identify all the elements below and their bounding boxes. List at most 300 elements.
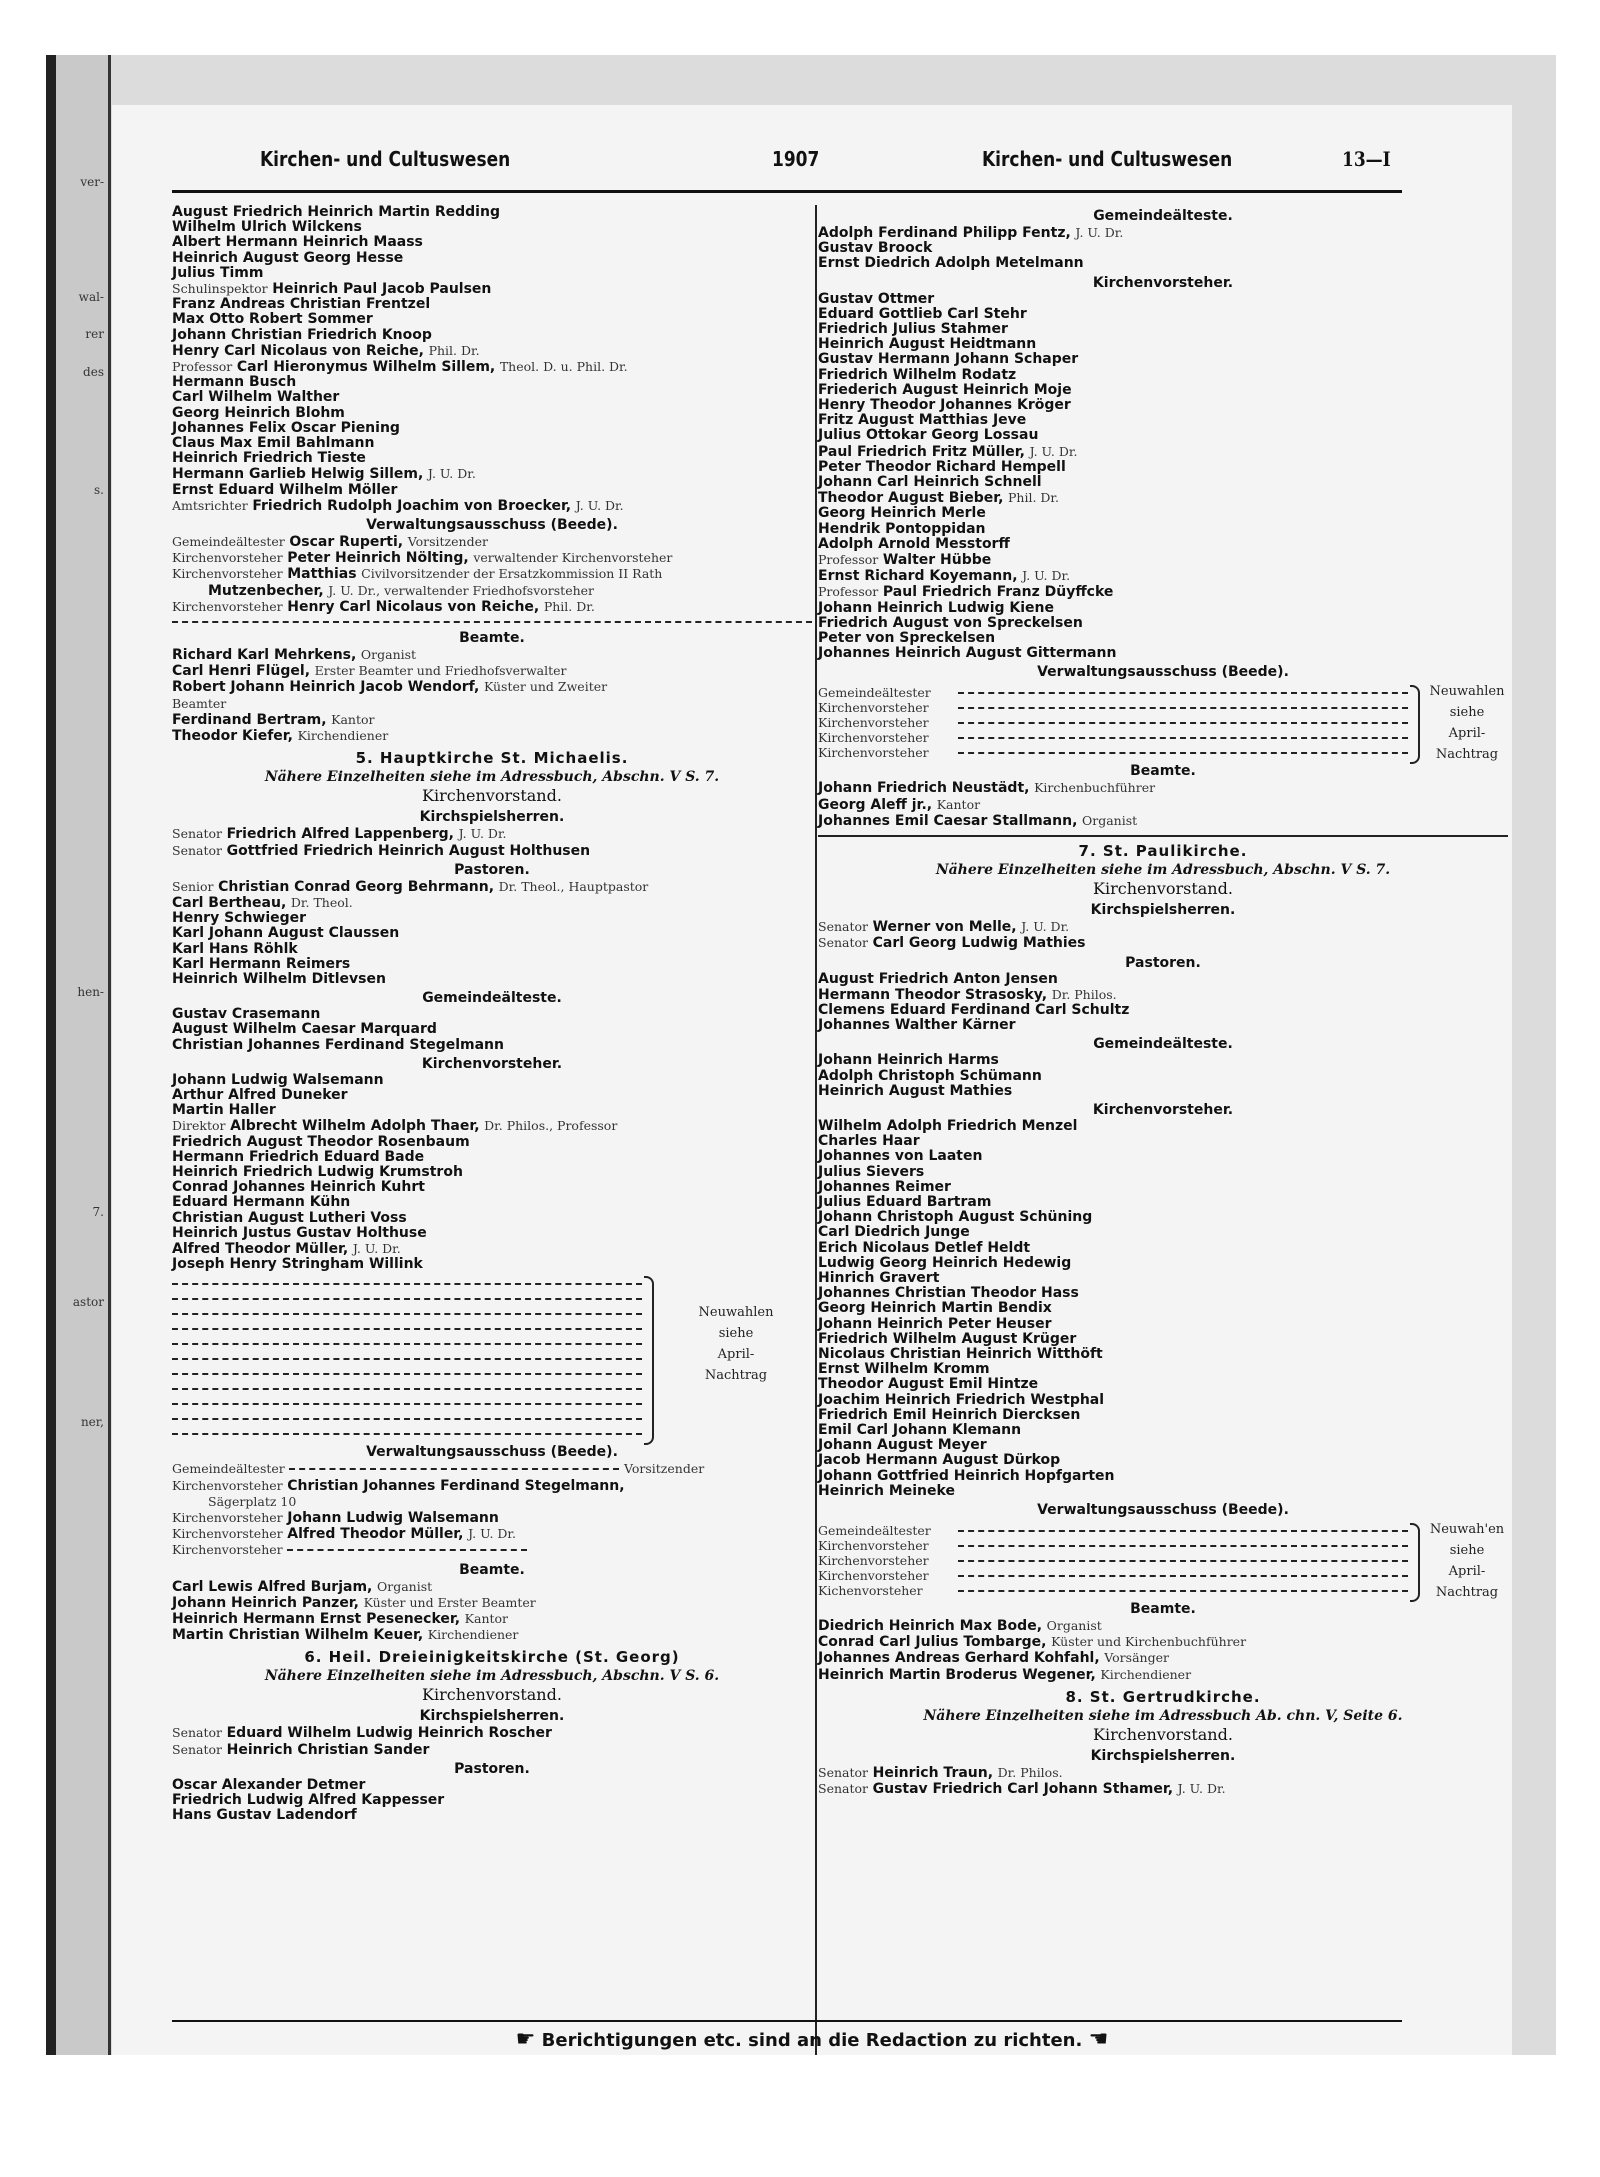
entry-line <box>818 1301 1508 1316</box>
vacancy-dash <box>958 752 1408 754</box>
pointing-hand-right-icon: ☛ <box>515 2027 536 2052</box>
entry-line <box>818 584 1508 600</box>
entry-name: Mutzenbecher, <box>208 582 324 599</box>
vacancy-block <box>818 1523 1508 1598</box>
entry-line <box>172 1135 812 1150</box>
church-title: 5. Hauptkirche St. Michaelis. <box>355 749 629 768</box>
note-line: April- <box>1448 1564 1486 1579</box>
entry-line <box>818 601 1508 616</box>
bracket <box>644 1276 654 1445</box>
entry-name: Johann Heinrich Ludwig Kiene <box>818 599 1055 616</box>
church-title: 6. Heil. Dreieinigkeitskirche (St. Georg) <box>304 1648 680 1667</box>
entry-name: Julius Eduard Bartram <box>818 1193 992 1210</box>
entry-name: Friedrich Ludwig Alfred Kappesser <box>172 1792 445 1809</box>
entry-name: Johannes Reimer <box>818 1178 951 1195</box>
entry-line <box>818 413 1508 428</box>
vacancy-dash <box>958 1545 1408 1547</box>
entry-line <box>172 1211 812 1226</box>
entry-line <box>172 451 812 466</box>
entry-title: Kirchenvorsteher <box>172 1477 283 1493</box>
entry-name: Johann Heinrich Panzer, <box>172 1594 359 1611</box>
entry-line <box>172 879 812 895</box>
directory-page <box>112 105 1512 2055</box>
entry-line <box>818 1084 1508 1099</box>
entry-name: Johann August Meyer <box>818 1437 987 1454</box>
entry-title: Professor <box>818 584 879 600</box>
entry-name: Hermann Friedrich Eduard Bade <box>172 1148 425 1165</box>
entry-title: Kirchenvorsteher <box>172 1509 283 1525</box>
entry-name: Heinrich Friedrich Ludwig Krumstroh <box>172 1163 463 1180</box>
entry-line <box>172 1150 812 1165</box>
entry-name: Alfred Theodor Müller, <box>172 1240 349 1257</box>
entry-suffix: J. U. Dr. <box>1029 443 1078 459</box>
entry-line <box>818 1271 1508 1286</box>
entry-name: August Friedrich Anton Jensen <box>818 970 1058 987</box>
entry-line <box>172 235 812 250</box>
entry-line <box>818 522 1508 537</box>
entry-line <box>818 475 1508 490</box>
entry-suffix: Vorsitzender <box>623 1461 705 1477</box>
entry-line <box>818 368 1508 383</box>
entry-name: Friedrich August von Spreckelsen <box>818 614 1083 631</box>
note-line: April- <box>717 1347 755 1363</box>
entry-line <box>818 1765 1508 1781</box>
vacant-dash <box>287 1549 527 1551</box>
entry-line <box>172 957 812 972</box>
entry-line <box>172 1478 812 1494</box>
entry-name: Conrad Johannes Heinrich Kuhrt <box>172 1179 425 1196</box>
bracket <box>1410 685 1420 764</box>
note-line: Nachtrag <box>1435 1585 1499 1600</box>
entry-name: Ernst Diedrich Adolph Metelmann <box>818 255 1084 272</box>
entry-title: Senator <box>172 1741 222 1757</box>
note-line: siehe <box>1449 705 1485 721</box>
entry-name: Johann Ludwig Walsemann <box>172 1071 384 1088</box>
entry-line <box>172 1595 812 1611</box>
entry-line <box>818 1180 1508 1195</box>
right-column <box>818 205 1508 1797</box>
entry-title: Direktor <box>172 1118 226 1134</box>
entry-suffix: Sägerplatz 10 <box>208 1493 297 1509</box>
section-heading: Kirchenvorsteher. <box>1092 1101 1234 1118</box>
entry-name: Richard Karl Mehrkens, <box>172 647 357 664</box>
entry-line <box>818 1225 1508 1240</box>
section-heading: Kirchspielsherren. <box>1090 1747 1236 1764</box>
entry-name: Eduard Wilhelm Ludwig Heinrich Roscher <box>226 1725 552 1742</box>
entry-suffix: Küster und Zweiter <box>483 679 608 695</box>
note-line: siehe <box>1449 1543 1485 1558</box>
entry-suffix: J. U. Dr., verwaltender Friedhofsvorsteher <box>328 582 595 598</box>
entry-name: Heinrich Paul Jacob Paulsen <box>272 281 492 298</box>
dashed-separator <box>172 621 812 623</box>
note-line: siehe <box>718 1326 754 1342</box>
entry-name: Johann Heinrich Harms <box>818 1052 999 1069</box>
vacancy-dash <box>958 1575 1408 1577</box>
vacancy-label: Kirchenvorsteher <box>818 745 929 761</box>
entry-name: Gottfried Friedrich Heinrich August Holthusen <box>226 842 591 859</box>
entry-line <box>172 466 812 482</box>
vacancy-dash <box>172 1403 642 1405</box>
page-header <box>112 147 1512 187</box>
entry-suffix: Vorsänger <box>1104 1650 1169 1666</box>
entry-line <box>172 421 812 436</box>
entry-line <box>172 281 812 297</box>
entry-suffix: Kirchendiener <box>297 728 389 744</box>
section-heading: Kirchspielsherren. <box>419 1708 565 1725</box>
entry-name: Heinrich Meineke <box>818 1482 955 1499</box>
entry-name: Johann Gottfried Heinrich Hopfgarten <box>818 1467 1115 1484</box>
section-heading: Kirchspielsherren. <box>1090 902 1236 919</box>
entry-name: Erich Nicolaus Detlef Heldt <box>818 1239 1031 1256</box>
vacancy-dash <box>172 1388 642 1390</box>
entry-line <box>818 568 1508 584</box>
entry-name: Nicolaus Christian Heinrich Witthöft <box>818 1345 1103 1362</box>
entry-line <box>818 987 1508 1003</box>
entry-name: Karl Johann August Claussen <box>172 925 400 942</box>
entry-name: Adolph Ferdinand Philipp Fentz, <box>818 225 1071 241</box>
entry-name: Wilhelm Adolph Friedrich Menzel <box>818 1117 1078 1134</box>
entry-line <box>818 490 1508 506</box>
entry-line <box>818 398 1508 413</box>
entry-line <box>172 1579 812 1595</box>
entry-suffix: Organist <box>1046 1618 1102 1633</box>
entry-name: Carl Hieronymus Wilhelm Sillem, <box>236 359 496 376</box>
entry-title: Kirchenvorsteher <box>172 1526 283 1542</box>
entry-name: Friedrich Wilhelm Rodatz <box>818 366 1017 383</box>
entry-name: Alfred Theodor Müller, <box>287 1526 464 1543</box>
entry-line <box>172 1461 812 1477</box>
entry-line <box>172 583 812 599</box>
entry-name: Friedrich Alfred Lappenberg, <box>226 826 454 843</box>
header-page-ref: 13—I <box>1342 147 1391 171</box>
entry-name: Christian Johannes Ferdinand Stegelmann <box>172 1036 504 1053</box>
section-heading: Verwaltungsausschuss (Beede). <box>366 1444 618 1461</box>
entry-line <box>172 436 812 451</box>
entry-line <box>818 813 1508 829</box>
vacancy-row <box>172 1426 812 1441</box>
section-heading: Beamte. <box>459 1561 525 1578</box>
entry-name: Peter Theodor Richard Hempell <box>818 458 1066 475</box>
section-heading: Pastoren. <box>454 1760 530 1777</box>
entry-line <box>818 460 1508 475</box>
entry-name: Georg Heinrich Martin Bendix <box>818 1300 1052 1317</box>
entry-name: Werner von Melle, <box>872 919 1017 936</box>
entry-name: Ernst Richard Koyemann, <box>818 568 1018 585</box>
entry-name: Johann Christian Friedrich Knoop <box>172 326 432 343</box>
entry-line <box>818 292 1508 307</box>
margin-fragment: des <box>83 365 104 379</box>
margin-fragment: rer <box>85 327 104 341</box>
vacancy-label: Kirchenvorsteher <box>818 730 929 746</box>
entry-line <box>172 895 812 911</box>
entry-name: Martin Haller <box>172 1102 276 1119</box>
vacancy-dash <box>172 1283 642 1285</box>
vacancy-row <box>172 1276 812 1291</box>
entry-line <box>172 1022 812 1037</box>
entry-line <box>172 1118 812 1134</box>
entry-title: Senior <box>172 878 214 894</box>
entry-line <box>172 343 812 359</box>
entry-line <box>172 647 812 663</box>
entry-title: Gemeindeältester <box>172 534 285 550</box>
entry-name: Franz Andreas Christian Frentzel <box>172 296 431 313</box>
neuwahlen-note <box>1426 681 1508 765</box>
entry-line <box>172 1103 812 1118</box>
vacancy-row <box>172 1396 812 1411</box>
entry-line <box>818 444 1508 460</box>
entry-line <box>172 1494 812 1510</box>
entry-name: Christian Johannes Ferdinand Stegelmann, <box>287 1477 625 1494</box>
entry-title: Professor <box>818 552 879 568</box>
entry-name: Heinrich Justus Gustav Holthuse <box>172 1224 427 1241</box>
entry-title: Gemeindeältester <box>172 1461 285 1477</box>
entry-line <box>818 646 1508 661</box>
entry-line <box>172 972 812 987</box>
entry-name: Paul Friedrich Fritz Müller, <box>818 443 1025 460</box>
entry-suffix: J. U. Dr. <box>427 466 476 482</box>
entry-name: Ernst Wilhelm Kromm <box>818 1361 990 1378</box>
entry-line <box>818 1484 1508 1499</box>
entry-line <box>818 1423 1508 1438</box>
entry-name: Gustav Ottmer <box>818 290 935 307</box>
neuwahlen-note <box>660 1302 812 1386</box>
entry-name: Christian Conrad Georg Behrmann, <box>218 878 495 895</box>
entry-line <box>818 1634 1508 1650</box>
entry-name: Arthur Alfred Duneker <box>172 1086 348 1103</box>
vacancy-label: Kirchenvorsteher <box>818 1553 929 1568</box>
section-heading: Gemeindeälteste. <box>1093 1036 1233 1053</box>
entry-title: Beamter <box>172 695 227 711</box>
entry-suffix: Organist <box>360 647 417 663</box>
vacancy-dash <box>172 1358 642 1360</box>
entry-line <box>818 1003 1508 1018</box>
vacancy-dash <box>172 1298 642 1300</box>
entry-name: Hermann Busch <box>172 374 297 391</box>
vacancy-dash <box>958 707 1408 709</box>
section-heading: Beamte. <box>1130 1601 1196 1617</box>
entry-line <box>172 359 812 375</box>
entry-name: Johann Friedrich Neustädt, <box>818 780 1030 797</box>
entry-line <box>818 919 1508 935</box>
entry-suffix: verwaltender Kirchenvorsteher <box>473 550 673 566</box>
entry-line <box>818 1286 1508 1301</box>
entry-line <box>172 1241 812 1257</box>
vacancy-dash <box>172 1433 642 1435</box>
entry-name: Emil Carl Johann Klemann <box>818 1421 1022 1438</box>
section-heading: Beamte. <box>1130 763 1196 780</box>
entry-name: Christian August Lutheri Voss <box>172 1209 407 1226</box>
vacancy-label: Kirchenvorsteher <box>818 1568 929 1583</box>
entry-line <box>818 1362 1508 1377</box>
header-year: 1907 <box>772 147 820 171</box>
entry-title: Kirchenvorsteher <box>172 566 283 582</box>
entry-name: Johann Carl Heinrich Schnell <box>818 474 1042 491</box>
entry-suffix: Dr. Philos., Professor <box>484 1118 618 1134</box>
section-heading: Kirchspielsherren. <box>419 809 565 826</box>
entry-line <box>172 1793 812 1808</box>
vacancy-row <box>818 1553 1508 1568</box>
entry-suffix: J. U. Dr. <box>575 497 624 513</box>
entry-line <box>172 297 812 312</box>
entry-name: Carl Henri Flügel, <box>172 663 311 680</box>
entry-name: Friedrich Rudolph Joachim von Broecker, <box>252 497 572 514</box>
entry-name: Oscar Alexander Detmer <box>172 1776 366 1793</box>
entry-name: Hinrich Gravert <box>818 1269 940 1286</box>
entry-suffix: Dr. Philos. <box>997 1764 1063 1780</box>
note-line: Neuwahlen <box>698 1305 774 1321</box>
entry-name: Johannes Felix Oscar Piening <box>172 419 400 436</box>
entry-line <box>818 1438 1508 1453</box>
entry-name: Adolph Arnold Messtorff <box>818 535 1010 552</box>
vacancy-row <box>818 1523 1508 1538</box>
entry-line <box>818 256 1508 271</box>
entry-name: Theodor Kiefer, <box>172 728 293 745</box>
previous-page-edge <box>46 55 111 2055</box>
entry-name: Joachim Heinrich Friedrich Westphal <box>818 1391 1105 1408</box>
entry-line <box>818 1667 1508 1683</box>
entry-title: Professor <box>172 359 233 375</box>
entry-title: Senator <box>172 826 222 842</box>
entry-line <box>818 1195 1508 1210</box>
vacancy-row <box>818 700 1508 715</box>
entry-line <box>818 935 1508 951</box>
entry-suffix: Civilvorsitzender der Ersatzkommission II Rath <box>361 566 663 582</box>
vacancy-dash <box>958 1560 1408 1562</box>
vacancy-row <box>818 715 1508 730</box>
entry-line <box>172 1510 812 1526</box>
margin-fragment: ner, <box>80 1415 104 1429</box>
entry-suffix: J. U. Dr. <box>1021 919 1070 935</box>
kirchenvorstand-heading: Kirchenvorstand. <box>422 1685 562 1705</box>
entry-suffix: Phil. Dr. <box>1008 490 1060 506</box>
entry-line <box>818 1069 1508 1084</box>
entry-line <box>172 406 812 421</box>
section-heading: Beamte. <box>459 630 525 647</box>
entry-name: Peter Heinrich Nölting, <box>287 550 469 567</box>
entry-name: Robert Johann Heinrich Jacob Wendorf, <box>172 679 480 696</box>
entry-name: Heinrich Martin Broderus Wegener, <box>818 1666 1096 1683</box>
entry-name: Max Otto Robert Sommer <box>172 311 373 328</box>
vacancy-dash <box>172 1373 642 1375</box>
entry-name: Joseph Henry Stringham Willink <box>172 1256 423 1273</box>
entry-name: Heinrich Friedrich Tieste <box>172 450 366 467</box>
entry-line <box>172 826 812 842</box>
entry-name: Friedrich Emil Heinrich Diercksen <box>818 1406 1081 1423</box>
header-left-title: Kirchen- und Cultuswesen <box>260 147 511 171</box>
entry-line <box>172 312 812 327</box>
entry-name: Eduard Gottlieb Carl Stehr <box>818 305 1027 322</box>
entry-suffix: Kirchenbuchführer <box>1034 780 1156 796</box>
entry-line <box>818 1781 1508 1797</box>
vacancy-block <box>818 684 1508 763</box>
entry-name: Gustav Broock <box>818 240 933 257</box>
margin-fragment: astor <box>72 1295 104 1309</box>
entry-line <box>818 1650 1508 1666</box>
entry-line <box>172 566 812 582</box>
entry-name: Johannes Walther Kärner <box>818 1017 1016 1034</box>
entry-suffix: Dr. Theol., Hauptpastor <box>498 878 649 894</box>
entry-name: Fritz August Matthias Jeve <box>818 412 1027 429</box>
entry-name: Gustav Hermann Johann Schaper <box>818 351 1079 368</box>
entry-name: Friedrich August Theodor Rosenbaum <box>172 1133 470 1150</box>
note-line: Nachtrag <box>704 1368 768 1384</box>
entry-name: Georg Heinrich Blohm <box>172 404 345 421</box>
entry-line <box>818 552 1508 568</box>
entry-name: Clemens Eduard Ferdinand Carl Schultz <box>818 1001 1130 1018</box>
address-reference: Nähere Einzelheiten siehe im Adressbuch Ab. chn. V, Seite 6. <box>923 1707 1403 1724</box>
entry-line <box>818 1165 1508 1180</box>
note-line: Neuwah'en <box>1429 1522 1505 1537</box>
vacancy-row <box>818 685 1508 700</box>
vacancy-row <box>818 1538 1508 1553</box>
left-column <box>172 205 812 1823</box>
entry-line <box>818 1149 1508 1164</box>
entry-line <box>818 797 1508 813</box>
entry-line <box>818 1317 1508 1332</box>
entry-line <box>172 1038 812 1053</box>
entry-title: Amtsrichter <box>172 497 248 513</box>
vacancy-label: Gemeindeältester <box>818 1523 931 1538</box>
entry-name: Henry Carl Nicolaus von Reiche, <box>172 342 424 359</box>
kirchenvorstand-heading: Kirchenvorstand. <box>422 786 562 806</box>
entry-line <box>172 679 812 695</box>
entry-suffix: Kantor <box>464 1611 509 1626</box>
entry-name: Heinrich August Georg Hesse <box>172 249 404 266</box>
entry-title: Schulinspektor <box>172 281 268 297</box>
footer-note: Berichtigungen etc. sind an die Redaction zu richten. <box>541 2030 1083 2051</box>
address-reference: Nähere Einzelheiten siehe im Adressbuch, Abschn. V S. 6. <box>264 1668 720 1685</box>
entry-line <box>172 599 812 615</box>
entry-line <box>818 1347 1508 1362</box>
entry-line <box>818 1018 1508 1033</box>
entry-title: Senator <box>172 1725 222 1741</box>
entry-name: Carl Wilhelm Walther <box>172 389 340 406</box>
entry-suffix: Küster und Erster Beamter <box>363 1594 536 1610</box>
entry-name: Georg Aleff jr., <box>818 796 933 813</box>
entry-line <box>172 1611 812 1627</box>
entry-line <box>818 1241 1508 1256</box>
entry-line <box>818 1453 1508 1468</box>
entry-name: Johannes Christian Theodor Hass <box>818 1285 1079 1302</box>
entry-suffix: J. U. Dr. <box>1022 568 1071 584</box>
entry-line <box>172 1742 812 1758</box>
entry-name: Karl Hans Röhlk <box>172 940 298 957</box>
entry-line <box>818 1408 1508 1423</box>
vacant-dash <box>289 1468 619 1470</box>
entry-name: Hans Gustav Ladendorf <box>172 1807 357 1824</box>
entry-name: Carl Georg Ludwig Mathies <box>872 935 1086 952</box>
entry-name: Jacob Hermann August Dürkop <box>818 1452 1061 1469</box>
vacancy-row <box>818 1568 1508 1583</box>
entry-name: Karl Hermann Reimers <box>172 955 351 972</box>
entry-name: Johannes von Laaten <box>818 1148 983 1165</box>
entry-suffix: Organist <box>376 1578 433 1594</box>
section-heading: Gemeindeälteste. <box>1093 208 1233 224</box>
entry-line <box>172 1073 812 1088</box>
entry-line <box>818 241 1508 256</box>
entry-name: Diedrich Heinrich Max Bode, <box>818 1618 1043 1634</box>
margin-fragment: hen- <box>77 985 104 999</box>
entry-suffix: Dr. Theol. <box>290 894 353 910</box>
entry-name: Peter von Spreckelsen <box>818 630 996 647</box>
section-heading: Verwaltungsausschuss (Beede). <box>366 517 618 534</box>
entry-name: Paul Friedrich Franz Düyffcke <box>882 584 1114 601</box>
entry-name: Johann Christoph August Schüning <box>818 1209 1093 1226</box>
entry-name: Friedrich Wilhelm August Krüger <box>818 1330 1077 1347</box>
entry-line <box>172 375 812 390</box>
entry-name: Johann Heinrich Peter Heuser <box>818 1315 1052 1332</box>
margin-fragment: ver- <box>80 175 104 189</box>
